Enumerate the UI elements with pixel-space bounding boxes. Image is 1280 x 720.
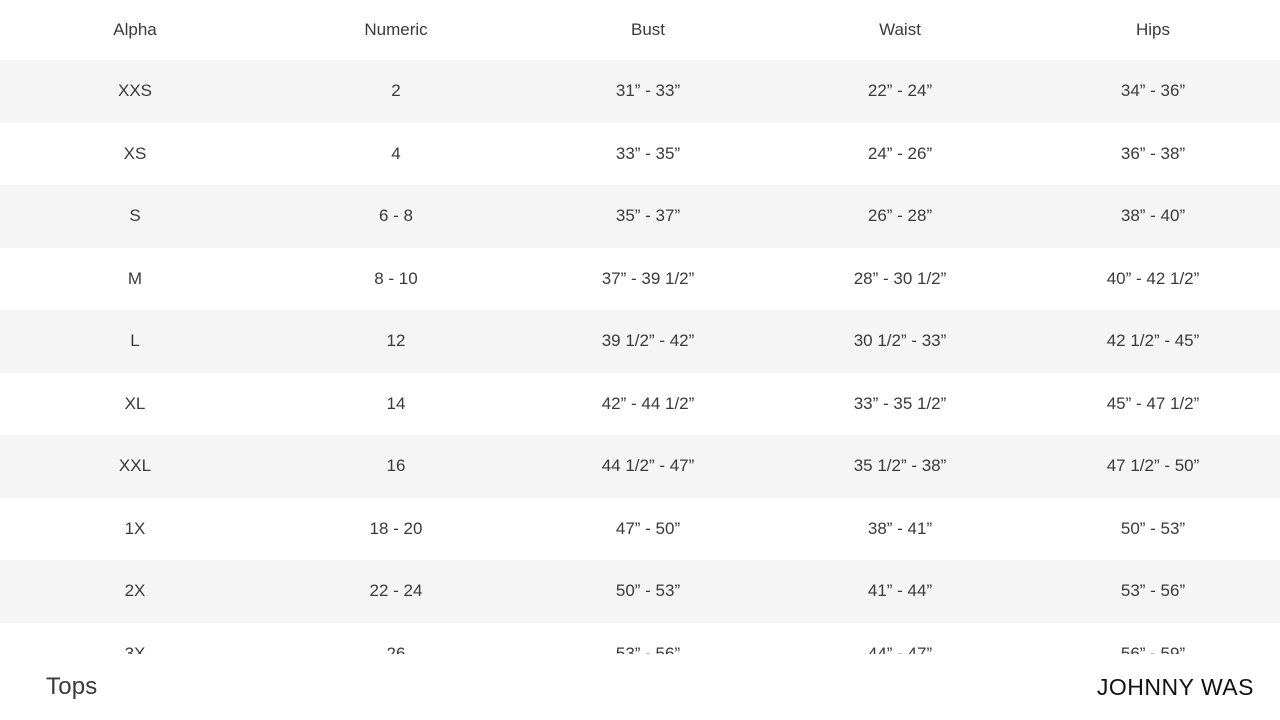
- cell-hips: 53” - 56”: [1026, 560, 1280, 623]
- cell-waist: 26” - 28”: [774, 185, 1026, 248]
- cell-numeric: 16: [270, 435, 522, 498]
- cell-hips: 45” - 47 1/2”: [1026, 373, 1280, 436]
- cell-waist: 28” - 30 1/2”: [774, 248, 1026, 311]
- cell-alpha: S: [0, 185, 270, 248]
- cell-bust: 35” - 37”: [522, 185, 774, 248]
- column-header-bust: Bust: [522, 0, 774, 60]
- cell-waist: 24” - 26”: [774, 123, 1026, 186]
- cell-waist: 38” - 41”: [774, 498, 1026, 561]
- footer-bar: [0, 654, 1280, 720]
- cell-waist: 41” - 44”: [774, 560, 1026, 623]
- cell-alpha: M: [0, 248, 270, 311]
- cell-bust: 37” - 39 1/2”: [522, 248, 774, 311]
- cell-hips: 47 1/2” - 50”: [1026, 435, 1280, 498]
- cell-alpha: XXS: [0, 60, 270, 123]
- cell-alpha: XS: [0, 123, 270, 186]
- table-row: [0, 248, 1280, 311]
- cell-numeric: 18 - 20: [270, 498, 522, 561]
- cell-numeric: 22 - 24: [270, 560, 522, 623]
- table-row: [0, 560, 1280, 623]
- cell-alpha: XXL: [0, 435, 270, 498]
- cell-alpha: XL: [0, 373, 270, 436]
- cell-alpha: L: [0, 310, 270, 373]
- table-header-row: [0, 0, 1280, 60]
- cell-hips: 40” - 42 1/2”: [1026, 248, 1280, 311]
- column-header-hips: Hips: [1026, 0, 1280, 60]
- cell-numeric: 2: [270, 60, 522, 123]
- brand-logo: JOHNNY WAS: [1096, 673, 1254, 700]
- cell-numeric: 4: [270, 123, 522, 186]
- column-header-numeric: Numeric: [270, 0, 522, 60]
- table-body: [0, 60, 1280, 685]
- column-header-waist: Waist: [774, 0, 1026, 60]
- table-row: [0, 435, 1280, 498]
- cell-numeric: 14: [270, 373, 522, 436]
- cell-alpha: 2X: [0, 560, 270, 623]
- cell-bust: 50” - 53”: [522, 560, 774, 623]
- cell-bust: 42” - 44 1/2”: [522, 373, 774, 436]
- category-title: Tops: [46, 673, 98, 700]
- table-row: [0, 123, 1280, 186]
- table-row: [0, 373, 1280, 436]
- cell-numeric: 8 - 10: [270, 248, 522, 311]
- table-row: [0, 185, 1280, 248]
- cell-waist: 22” - 24”: [774, 60, 1026, 123]
- table-header: [0, 0, 1280, 60]
- cell-numeric: 12: [270, 310, 522, 373]
- cell-numeric: 6 - 8: [270, 185, 522, 248]
- cell-hips: 34” - 36”: [1026, 60, 1280, 123]
- cell-hips: 38” - 40”: [1026, 185, 1280, 248]
- cell-hips: 42 1/2” - 45”: [1026, 310, 1280, 373]
- cell-bust: 47” - 50”: [522, 498, 774, 561]
- cell-hips: 50” - 53”: [1026, 498, 1280, 561]
- table-row: [0, 498, 1280, 561]
- table-row: [0, 60, 1280, 123]
- cell-bust: 39 1/2” - 42”: [522, 310, 774, 373]
- cell-waist: 33” - 35 1/2”: [774, 373, 1026, 436]
- column-header-alpha: Alpha: [0, 0, 270, 60]
- cell-waist: 35 1/2” - 38”: [774, 435, 1026, 498]
- cell-bust: 44 1/2” - 47”: [522, 435, 774, 498]
- cell-waist: 30 1/2” - 33”: [774, 310, 1026, 373]
- cell-bust: 31” - 33”: [522, 60, 774, 123]
- cell-alpha: 1X: [0, 498, 270, 561]
- cell-hips: 36” - 38”: [1026, 123, 1280, 186]
- cell-bust: 33” - 35”: [522, 123, 774, 186]
- table-row: [0, 310, 1280, 373]
